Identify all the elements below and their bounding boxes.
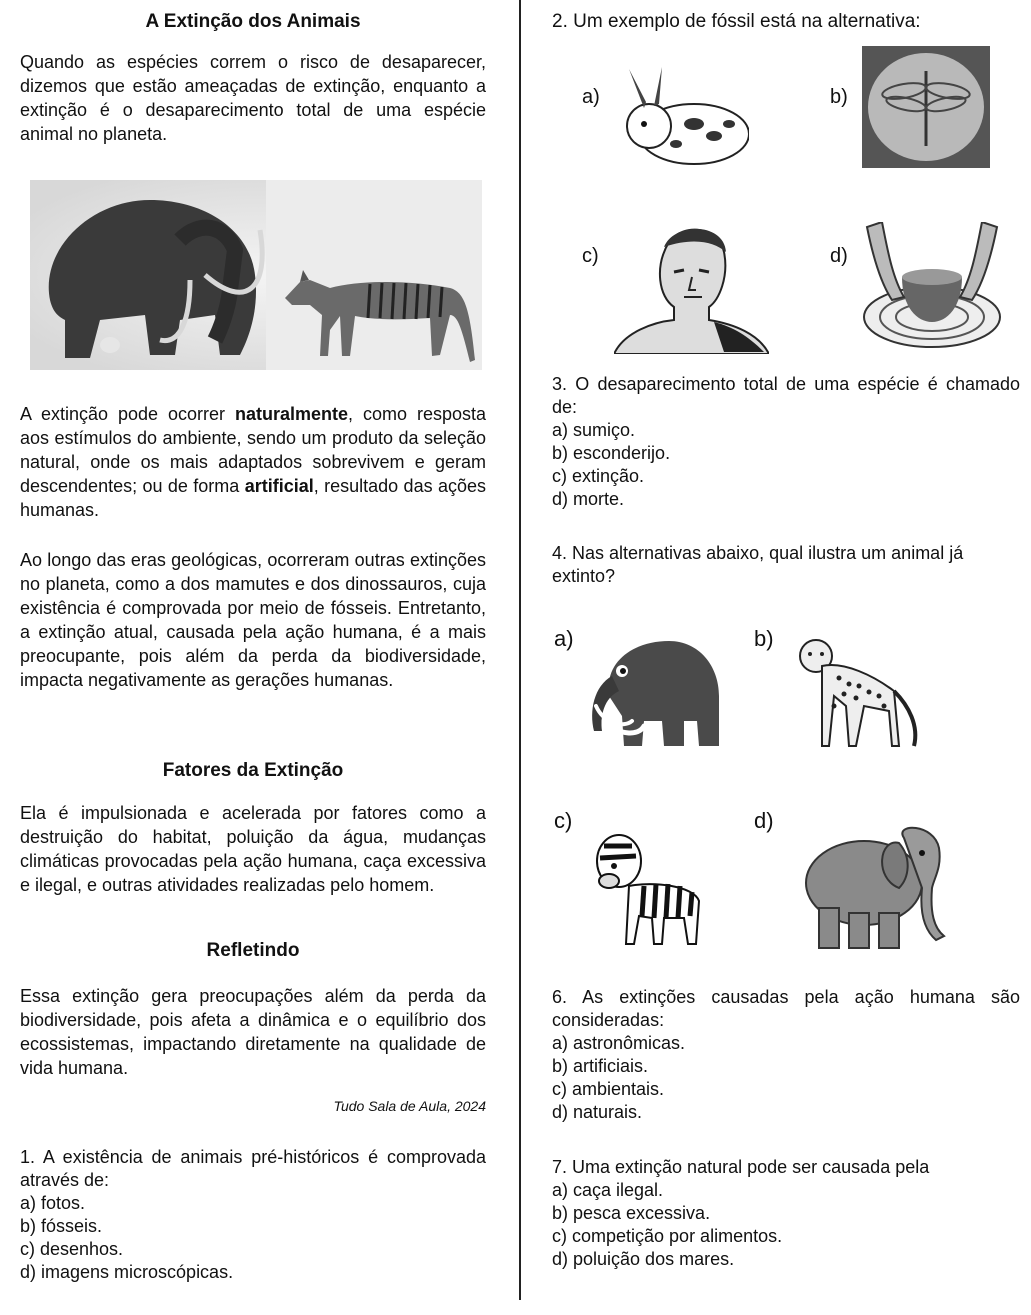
mammoth-thylacine-photo [30, 180, 482, 370]
question-4-label-c[interactable]: c) [554, 808, 573, 833]
question-2-label-d[interactable]: d) [830, 245, 848, 267]
paragraph-natural-artificial: A extinção pode ocorrer naturalmente, como resposta aos estímulos do ambiente, sendo um produto da seleção natural, onde os mais adaptados sobrevivem e geram descendentes; ou de forma artificial, resultado das ações humanas. [20, 404, 486, 520]
question-6-option-b[interactable]: b) artificiais. [552, 1056, 649, 1076]
cartoon-mammoth-image[interactable] [584, 636, 724, 748]
intro-paragraph: Quando as espécies correm o risco de desaparecer, dizemos que estão ameaçadas de extinção, enquanto a extinção é o desaparecimento total de uma espécie animal no planeta. [20, 52, 486, 144]
question-4-stem: 4. Nas alternativas abaixo, qual ilustra um animal já extinto? [552, 543, 964, 586]
source-credit: Tudo Sala de Aula, 2024 [333, 1098, 486, 1114]
question-7-option-d[interactable]: d) poluição dos mares. [552, 1249, 735, 1269]
question-4-label-b[interactable]: b) [754, 626, 774, 651]
question-1-option-d[interactable]: d) imagens microscópicas. [20, 1262, 234, 1282]
question-7-option-b[interactable]: b) pesca excessiva. [552, 1203, 711, 1223]
question-1-option-a[interactable]: a) fotos. [20, 1193, 86, 1213]
question-6 [552, 986, 1020, 1124]
statue-bust-image[interactable] [614, 222, 769, 354]
question-3-option-c[interactable]: c) extinção. [552, 466, 645, 486]
question-1-option-b[interactable]: b) fósseis. [20, 1216, 103, 1236]
question-2-label-b[interactable]: b) [830, 86, 848, 108]
column-divider [519, 0, 521, 1300]
dragonfly-fossil-image[interactable] [862, 46, 990, 168]
question-2-label-a[interactable]: a) [582, 86, 600, 108]
section-title-reflecting: Refletindo [206, 940, 300, 961]
question-7 [552, 1156, 1020, 1271]
question-7-stem: 7. Uma extinção natural pode ser causada pela [552, 1157, 930, 1177]
bold-naturalmente: naturalmente [234, 404, 349, 424]
question-4-label-d[interactable]: d) [754, 808, 774, 833]
section-title-factors: Fatores da Extinção [162, 760, 344, 781]
paragraph-reflecting: Essa extinção gera preocupações além da perda da biodiversidade, pois afeta a dinâmica e o equilíbrio dos ecossistemas, impactando diretamente na qualidade de vida humana. [20, 986, 486, 1078]
cartoon-zebra-image[interactable] [584, 826, 719, 948]
question-6-option-c[interactable]: c) ambientais. [552, 1079, 665, 1099]
bold-artificial: artificial [244, 476, 314, 496]
question-3-option-d[interactable]: d) morte. [552, 489, 625, 509]
question-6-option-a[interactable]: a) astronômicas. [552, 1033, 686, 1053]
pottery-wheel-image[interactable] [862, 222, 1002, 352]
question-3-option-a[interactable]: a) sumiço. [552, 420, 636, 440]
question-6-stem: 6. As extinções causadas pela ação humana são consideradas: [552, 987, 1020, 1030]
paragraph-geological-eras: Ao longo das eras geológicas, ocorreram outras extinções no planeta, como a dos mamutes e dos dinossauros, cuja existência é comprovada por meio de fósseis. Entretanto, a extinção atual, causada pela ação humana, é a mais preocupante, pois além da perda da biodiversidade, impacta negativamente as gerações humanas. [20, 550, 486, 690]
question-7-option-c[interactable]: c) competição por alimentos. [552, 1226, 783, 1246]
question-7-option-a[interactable]: a) caça ilegal. [552, 1180, 664, 1200]
question-3-option-b[interactable]: b) esconderijo. [552, 443, 671, 463]
paragraph-factors: Ela é impulsionada e acelerada por fatores como a destruição do habitat, poluição da água, mudanças climáticas provocadas pela ação humana, caça excessiva e ilegal, e outras atividades realizadas pelo homem. [20, 803, 486, 895]
page-title: A Extinção dos Animais [145, 11, 361, 32]
question-1 [20, 1146, 486, 1284]
question-3 [552, 373, 1020, 511]
question-1-option-c[interactable]: c) desenhos. [20, 1239, 124, 1259]
cartoon-cheetah-image[interactable] [794, 636, 929, 748]
cartoon-elephant-image[interactable] [804, 818, 949, 950]
question-2-stem: 2. Um exemplo de fóssil está na alternativa: [552, 11, 921, 32]
question-1-stem: 1. A existência de animais pré-históricos é comprovada através de: [20, 1147, 486, 1190]
question-3-stem: 3. O desaparecimento total de uma espécie é chamado de: [552, 374, 1020, 417]
question-2-label-c[interactable]: c) [582, 245, 599, 267]
question-4-label-a[interactable]: a) [554, 626, 574, 651]
question-6-option-d[interactable]: d) naturais. [552, 1102, 643, 1122]
rabbit-image[interactable] [614, 64, 749, 169]
